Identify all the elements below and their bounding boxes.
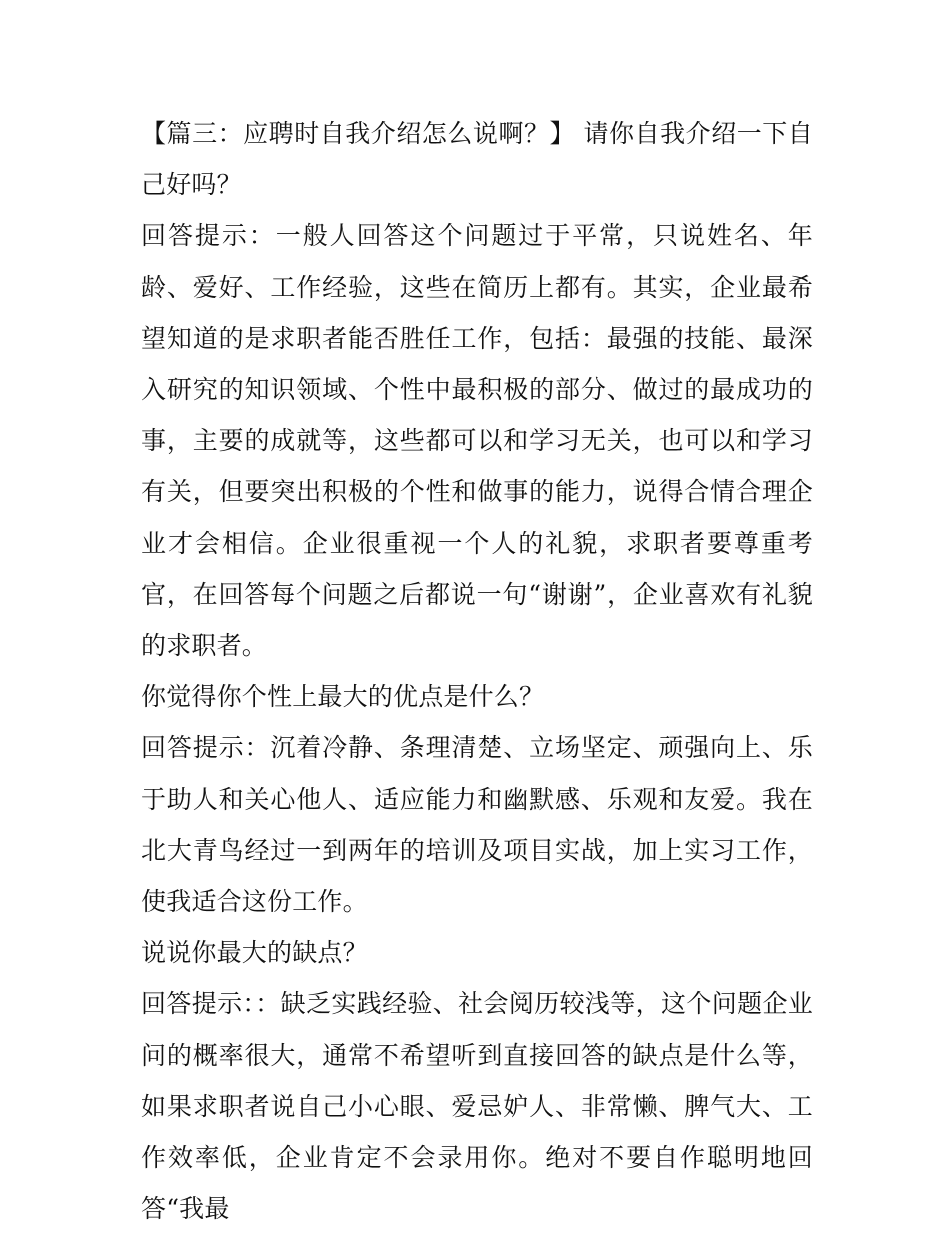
- answer-tip-paragraph: 回答提示：沉着冷静、条理清楚、立场坚定、顽强向上、乐于助人和关心他人、适应能力和幽默感、乐观和友爱。我在北大青鸟经过一到两年的培训及项目实战，加上实习工作，使我适合这份工作。: [141, 733, 813, 917]
- answer-tip-paragraph: 回答提示：一般人回答这个问题过于平常，只说姓名、年龄、爱好、工作经验，这些在简历上都有。其实，企业最希望知道的是求职者能否胜任工作，包括：最强的技能、最深入研究的知识领域、个性中最积极的部分、做过的最成功的事，主要的成就等，这些都可以和学习无关，也可以和学习有关，但要突出积极的个性和做事的能力，说得合情合理企业才会相信。企业很重视一个人的礼貌，求职者要尊重考官，在回答每个问题之后都说一句“谢谢”，企业喜欢有礼貌的求职者。: [141, 221, 813, 661]
- question-paragraph: 说说你最大的缺点？: [141, 938, 368, 968]
- answer-tip-paragraph: 回答提示：：缺乏实践经验、社会阅历较浅等，这个问题企业问的概率很大，通常不希望听到直接回答的缺点是什么等，如果求职者说自己小心眼、爱忌妒人、非常懒、脾气大、工作效率低，企业肯定不会录用你。绝对不要自作聪明地回答“我最: [141, 989, 813, 1224]
- question-paragraph: 你觉得你个性上最大的优点是什么？: [141, 682, 545, 712]
- section-title-paragraph: 【篇三：应聘时自我介绍怎么说啊？】 请你自我介绍一下自己好吗？: [141, 119, 813, 200]
- document-body: [141, 108, 813, 1234]
